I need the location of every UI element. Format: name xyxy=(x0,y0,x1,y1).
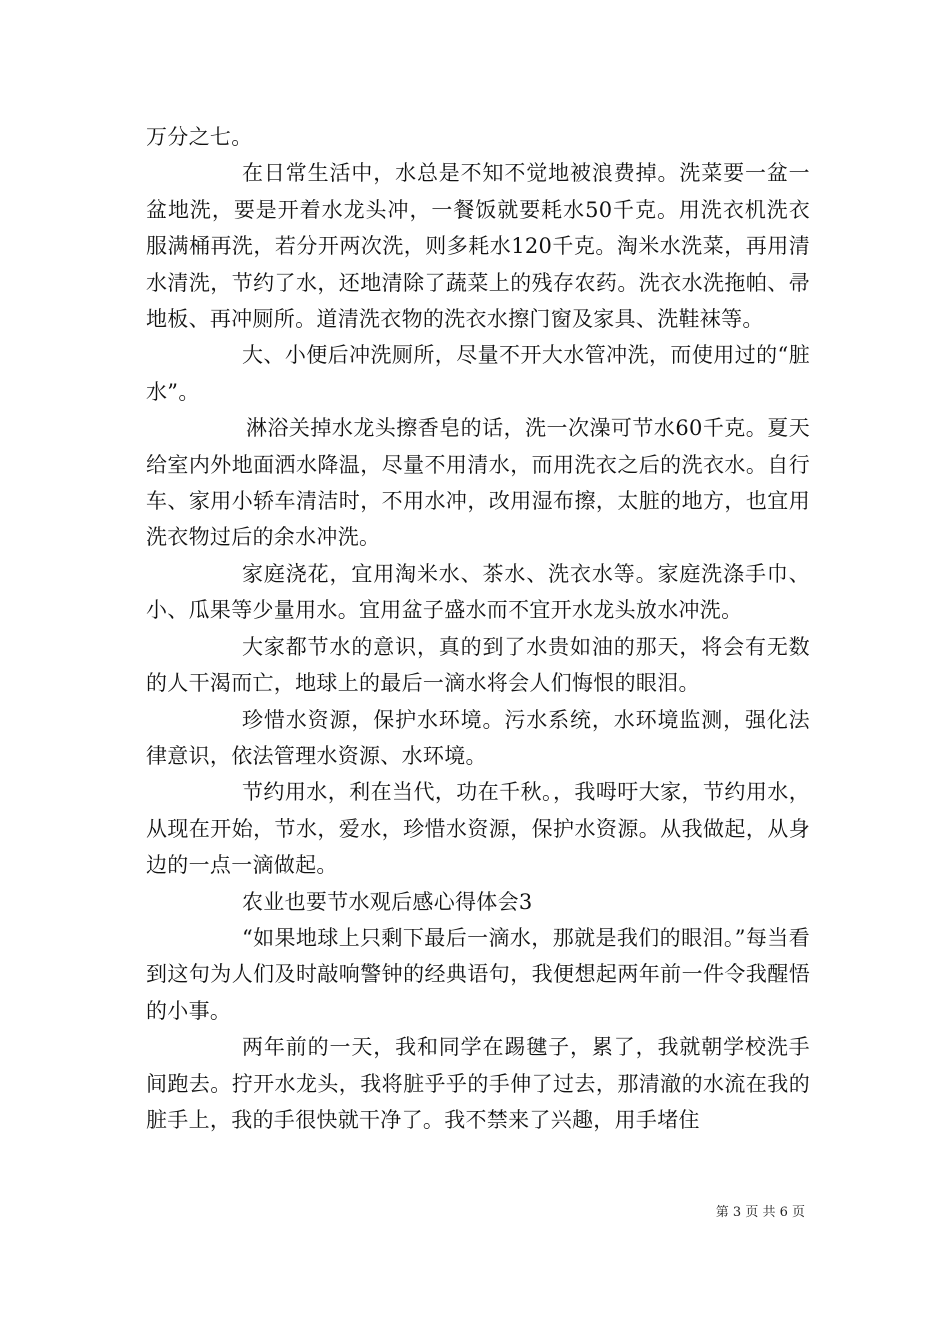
paragraph-2: 在日常生活中，水总是不知不觉地被浪费掉。洗菜要一盆一盆地洗，要是开着水龙头冲，一餐饭就要耗水50千克。用洗衣机洗衣服满桶再洗，若分开两次洗，则多耗水120千克。淘米水洗菜，再用清水清洗，节约了水，还地清除了蔬菜上的残存农药。洗衣水洗拖帕、帚地板、再冲厕所。道清洗衣物的洗衣水擦门窗及家具、洗鞋袜等。 xyxy=(146,161,810,332)
paragraph-6: 大家都节水的意识，真的到了水贵如油的那天，将会有无数的人干渴而亡，地球上的最后一滴水将会人们悔恨的眼泪。 xyxy=(146,634,810,696)
paragraph-4: 淋浴关掉水龙头擦香皂的话，洗一次澡可节水60千克。夏天给室内外地面洒水降温，尽量不用清水，而用洗衣之后的洗衣水。自行车、家用小轿车清洁时，不用水冲，改用湿布擦，太脏的地方，也宜用洗衣物过后的余水冲洗。 xyxy=(146,416,810,550)
paragraph-8: 节约用水，利在当代，功在千秋。，我呣吁大家，节约用水，从现在开始，节水，爱水，珍惜水资源，保护水资源。从我做起，从身边的一点一滴做起。 xyxy=(146,780,810,878)
paragraph-5: 家庭浇花，宜用淘米水、茶水、洗衣水等。家庭洗涤手巾、小、瓜果等少量用水。宜用盆子盛水而不宜开水龙头放水冲洗。 xyxy=(146,561,810,623)
paragraph-3: 大、小便后冲洗厕所，尽量不开大水管冲洗，而使用过的“脏水”。 xyxy=(146,343,810,404)
document-body xyxy=(146,119,810,1138)
paragraph-10: 两年前的一天，我和同学在踢毽子，累了，我就朝学校洗手间跑去。拧开水龙头，我将脏乎乎的手伸了过去，那清澈的水流在我的脏手上，我的手很快就干净了。我不禁来了兴趣，用手堵住 xyxy=(146,1035,810,1132)
paragraph-1: 万分之七。 xyxy=(146,125,253,149)
paragraph-7: 珍惜水资源，保护水环境。污水系统，水环境监测，强化法律意识，依法管理水资源、水环境。 xyxy=(146,707,810,768)
paragraph-9: “如果地球上只剩下最后一滴水，那就是我们的眼泪。”每当看到这句为人们及时敲响警钟的经典语句，我便想起两年前一件令我醒悟的小事。 xyxy=(146,925,810,1023)
section-heading: 农业也要节水观后感心得体会3 xyxy=(242,889,533,914)
page-number-footer: 第 3 页 共 6 页 xyxy=(715,1205,805,1220)
